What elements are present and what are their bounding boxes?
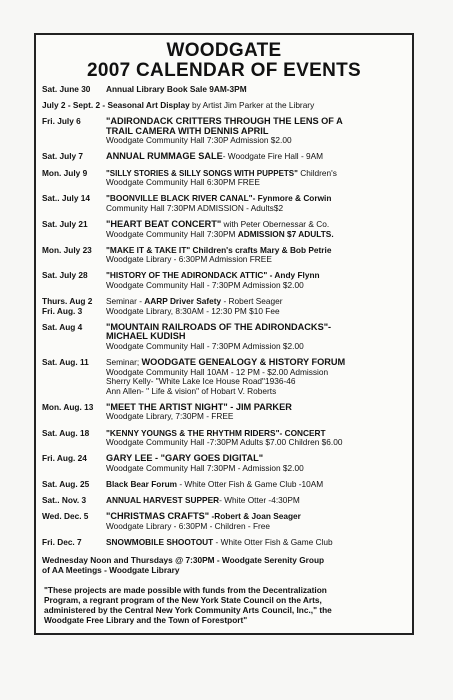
event-date: Mon. July 9 (42, 167, 88, 178)
event-description: GARY LEE - "GARY GOES DIGITAL" Woodgate Community Hall 7:30PM - Admission $2.00 (106, 453, 304, 473)
event-description: "MOUNTAIN RAILROADS OF THE ADIRONDACKS"- MICHAEL KUDISH Woodgate Community Hall - 7:30PM Admission $2.00 (106, 321, 332, 351)
event-description: Seminar - AARP Driver Safety - Robert Seager Woodgate Library, 8:30AM - 12:30 PM $10 Fee (106, 296, 283, 316)
event-item (42, 454, 406, 473)
event-item (42, 152, 406, 162)
event-description: "HEART BEAT CONCERT" with Peter Obernessar & Co. Woodgate Community Hall 7:30PM ADMISSION $7 ADULTS. (106, 218, 334, 239)
event-description: "MAKE IT & TAKE IT" Children's crafts Mary & Bob Petrie Woodgate Library - 6:30PM Admission FREE (106, 244, 332, 265)
event-item (42, 220, 406, 239)
event-description: "ADIRONDACK CRITTERS THROUGH THE LENS OF A TRAIL CAMERA WITH DENNIS APRIL Woodgate Community Hall 7:30P Admission $2.00 (106, 116, 343, 146)
event-item (42, 194, 406, 213)
event-date: Sat. July 21 (42, 218, 88, 229)
event-date: Wed. Dec. 5 (42, 511, 89, 522)
event-item (42, 480, 406, 490)
event-description: ANNUAL HARVEST SUPPER- White Otter -4:30PM (106, 495, 300, 505)
event-description: ANNUAL RUMMAGE SALE- Woodgate Fire Hall - 9AM (106, 151, 324, 162)
event-date: Sat. Aug. 11 (42, 356, 89, 367)
event-description: SNOWMOBILE SHOOTOUT - White Otter Fish & Game Club (106, 536, 333, 547)
event-date: Sat.. Nov. 3 (42, 495, 87, 505)
event-description: Annual Library Book Sale 9AM-3PM (106, 84, 247, 94)
event-description: "MEET THE ARTIST NIGHT" - JIM PARKER Woodgate Library, 7:30PM - FREE (106, 401, 292, 422)
funding-credit: "These projects are made possible with funds from the Decentralization Program, a regrant program of the New York State Council on the Arts, administered by the Central New York Community Arts Council, Inc.," the Woodgate Free Library and the Town of Forestport" (44, 585, 332, 626)
serenity-group-notice: Wednesday Noon and Thursdays @ 7:30PM - Woodgate Serenity Group of AA Meetings - Woodgate Library (42, 555, 325, 576)
calendar-frame (34, 33, 414, 635)
event-item (42, 85, 406, 95)
event-item (42, 117, 406, 146)
event-date: Sat. June 30 (42, 84, 91, 94)
event-item (42, 169, 406, 188)
event-item (42, 271, 406, 290)
event-date: Thurs. Aug 2 Fri. Aug. 3 (42, 296, 93, 316)
event-description: July 2 - Sept. 2 - Seasonal Art Display by Artist Jim Parker at the Library (42, 100, 315, 111)
event-date: Fri. Dec. 7 (42, 536, 82, 547)
event-date: Mon. Aug. 13 (42, 401, 94, 412)
event-date: Sat. Aug. 18 (42, 427, 90, 438)
event-item (42, 246, 406, 265)
title-line-1: WOODGATE (166, 40, 282, 61)
event-item (42, 101, 406, 111)
event-item (42, 358, 406, 396)
event-item (42, 297, 406, 316)
event-description: "HISTORY OF THE ADIRONDACK ATTIC" - Andy Flynn Woodgate Community Hall - 7:30PM Admission $2.00 (106, 270, 320, 290)
calendar-title (42, 41, 406, 81)
event-description: "KENNY YOUNGS & THE RHYTHM RIDERS"- CONCERT Woodgate Community Hall -7:30PM Adults $7.00 Children $6.00 (106, 427, 343, 448)
event-description: "BOONVILLE BLACK RIVER CANAL"- Fynmore & Corwin Community Hall 7:30PM ADMISSION - Adults$2 (106, 193, 332, 213)
event-description: "CHRISTMAS CRAFTS" -Robert & Joan Seager Woodgate Library - 6:30PM - Children - Free (106, 511, 301, 531)
event-item (42, 538, 406, 548)
event-description: Seminar; WOODGATE GENEALOGY & HISTORY FORUM Woodgate Community Hall 10AM - 12 PM - $2.00 Admission Sherry Kelly- "White Lake Ice House Road"1936-46 Ann Allen- " Life & vision" of Hobart V. Roberts (106, 356, 346, 396)
event-date: Sat. July 7 (42, 151, 84, 162)
event-date: Sat. July 28 (42, 270, 88, 281)
event-description: "SILLY STORIES & SILLY SONGS WITH PUPPETS" Children's Woodgate Community Hall 6:30PM FREE (106, 167, 337, 188)
event-item (42, 323, 406, 352)
title-line-2: 2007 CALENDAR OF EVENTS (86, 60, 361, 81)
event-date: Sat. Aug 4 (42, 321, 83, 332)
event-list (42, 85, 406, 547)
event-date: Sat.. July 14 (42, 193, 90, 204)
event-item (42, 512, 406, 531)
event-date: Sat. Aug. 25 (42, 478, 90, 489)
event-date: Fri. Aug. 24 (42, 453, 87, 464)
event-description: Black Bear Forum - White Otter Fish & Game Club -10AM (106, 478, 324, 489)
event-date: July 2 - Sept. 2 - (42, 100, 106, 111)
event-date: Mon. July 23 (42, 244, 92, 255)
event-item (42, 429, 406, 448)
event-date: Fri. July 6 (42, 116, 81, 127)
event-item (42, 496, 406, 506)
event-item (42, 403, 406, 422)
